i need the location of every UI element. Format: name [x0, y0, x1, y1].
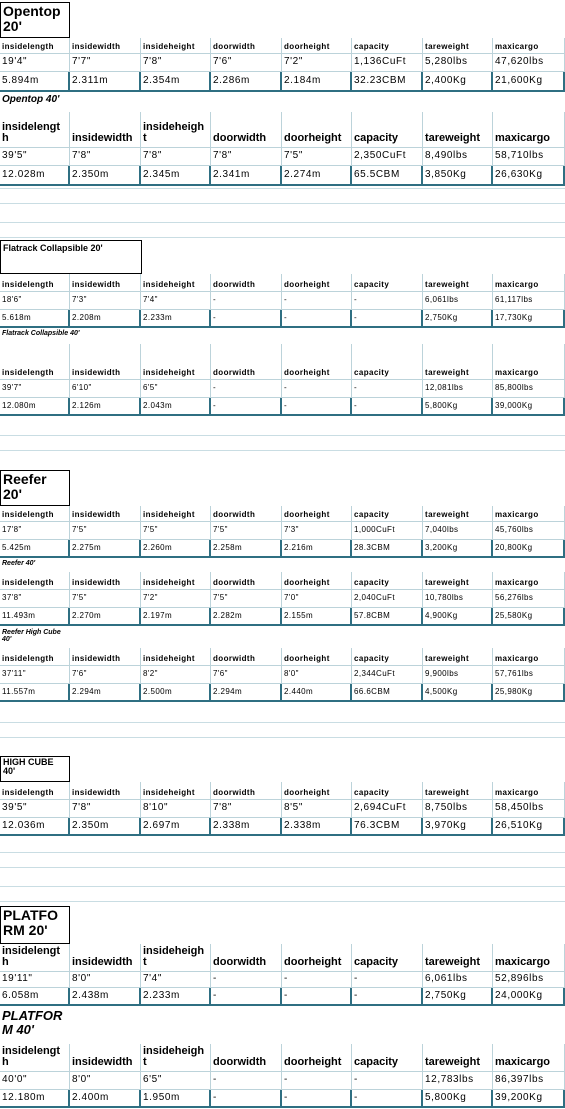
header-cell-inside-width: insidewidth: [70, 38, 141, 53]
header-cell-door-height: doorheight: [282, 112, 352, 147]
cell-door-height: 2.155m: [282, 608, 352, 624]
cell-tare-weight: 2,400Kg: [423, 72, 493, 90]
header-cell-inside-length: insidelength: [0, 572, 70, 589]
cell-capacity: 76.3CBM: [352, 818, 423, 834]
cell-tare-weight: 8,750lbs: [423, 800, 493, 817]
header-cell-maxi-cargo: maxicargo: [493, 112, 565, 147]
spacer-row: [0, 222, 565, 238]
cell-inside-length: 40'0": [0, 1072, 70, 1089]
header-cell-door-width: doorwidth: [211, 344, 282, 379]
cell-inside-height: 7'2": [141, 590, 211, 607]
cell-door-width: 2.338m: [211, 818, 282, 834]
platform-40-header-row: [0, 1044, 565, 1072]
cell-capacity: -: [352, 1090, 423, 1106]
header-cell-inside-length: insidelength: [0, 344, 70, 379]
cell-door-height: 8'0": [282, 666, 352, 683]
cell-door-width: 7'5": [211, 522, 282, 539]
cell-inside-height: 2.233m: [141, 310, 211, 326]
cell-inside-length: 19'11": [0, 972, 70, 987]
header-cell-maxi-cargo: maxicargo: [493, 648, 565, 665]
flatrack-title: Flatrack Collapsible 20': [0, 240, 142, 274]
header-cell-inside-height: insideheigh t: [141, 1044, 211, 1071]
reefer-title: Reefer 20': [0, 470, 70, 506]
cell-maxi-cargo: 39,200Kg: [493, 1090, 565, 1106]
opentop-20-metric-row: [0, 72, 565, 92]
cell-maxi-cargo: 25,580Kg: [493, 608, 565, 624]
highcube-metric-row: [0, 818, 565, 836]
cell-door-width: 7'5": [211, 590, 282, 607]
cell-inside-height: 6'5": [141, 1072, 211, 1089]
cell-inside-length: 37'8": [0, 590, 70, 607]
cell-inside-height: 7'4": [141, 972, 211, 987]
reefer-40-header-row: [0, 572, 565, 590]
cell-inside-width: 2.350m: [70, 166, 141, 184]
cell-tare-weight: 8,490lbs: [423, 148, 493, 165]
cell-inside-width: 8'0": [70, 972, 141, 987]
flatrack-40-header-row: [0, 344, 565, 380]
header-cell-capacity: capacity: [352, 782, 423, 799]
header-cell-maxi-cargo: maxicargo: [493, 572, 565, 589]
highcube-imperial-row: [0, 800, 565, 818]
platform-40-label: PLATFORM 40': [2, 1008, 63, 1037]
reefer-hc-header-row: [0, 648, 565, 666]
cell-door-height: -: [282, 1090, 352, 1106]
header-cell-capacity: capacity: [352, 1044, 423, 1071]
cell-capacity: 2,694CuFt: [352, 800, 423, 817]
header-cell-inside-length: insidelength: [0, 648, 70, 665]
cell-inside-height: 2.197m: [141, 608, 211, 624]
header-cell-inside-height: insideheight: [141, 648, 211, 665]
cell-capacity: -: [352, 972, 423, 987]
cell-maxi-cargo: 21,600Kg: [493, 72, 565, 90]
cell-tare-weight: 5,800Kg: [423, 1090, 493, 1106]
cell-maxi-cargo: 58,450lbs: [493, 800, 565, 817]
cell-inside-length: 12.036m: [0, 818, 70, 834]
reefer-hc-imperial-row: [0, 666, 565, 684]
header-cell-inside-length: insidelength: [0, 38, 70, 53]
cell-inside-length: 11.493m: [0, 608, 70, 624]
header-cell-inside-width: insidewidth: [70, 506, 141, 521]
spacer-row: [0, 435, 565, 451]
cell-maxi-cargo: 56,276lbs: [493, 590, 565, 607]
platform-40-imperial-row: [0, 1072, 565, 1090]
cell-door-height: 7'3": [282, 522, 352, 539]
cell-door-width: 7'6": [211, 54, 282, 71]
cell-door-width: -: [211, 310, 282, 326]
cell-inside-length: 37'11": [0, 666, 70, 683]
header-cell-inside-width: insidewidth: [70, 112, 141, 147]
cell-door-height: 7'0": [282, 590, 352, 607]
cell-tare-weight: 3,850Kg: [423, 166, 493, 184]
cell-maxi-cargo: 26,510Kg: [493, 818, 565, 834]
cell-door-width: -: [211, 972, 282, 987]
header-cell-maxi-cargo: maxicargo: [493, 506, 565, 521]
header-cell-door-width: doorwidth: [211, 782, 282, 799]
cell-maxi-cargo: 39,000Kg: [493, 398, 565, 414]
cell-inside-height: 8'10": [141, 800, 211, 817]
cell-inside-width: 6'10": [70, 380, 141, 397]
cell-capacity: 2,344CuFt: [352, 666, 423, 683]
cell-door-height: 7'2": [282, 54, 352, 71]
cell-inside-height: 7'4": [141, 292, 211, 309]
header-cell-tare-weight: tareweight: [423, 782, 493, 799]
reefer-40-imperial-row: [0, 590, 565, 608]
header-cell-capacity: capacity: [352, 344, 423, 379]
header-cell-door-width: doorwidth: [211, 38, 282, 53]
cell-maxi-cargo: 61,117lbs: [493, 292, 565, 309]
cell-tare-weight: 3,200Kg: [423, 540, 493, 556]
highcube-title: HIGH CUBE 40': [0, 756, 70, 782]
header-cell-maxi-cargo: maxicargo: [493, 344, 565, 379]
header-cell-door-height: doorheight: [282, 648, 352, 665]
cell-inside-length: 17'8": [0, 522, 70, 539]
flatrack-40-metric-row: [0, 398, 565, 416]
cell-maxi-cargo: 52,896lbs: [493, 972, 565, 987]
header-cell-inside-width: insidewidth: [70, 648, 141, 665]
opentop-40-label: Opentop 40': [2, 94, 60, 105]
cell-door-height: -: [282, 1072, 352, 1089]
header-cell-door-width: doorwidth: [211, 572, 282, 589]
cell-inside-width: 8'0": [70, 1072, 141, 1089]
cell-door-width: 2.258m: [211, 540, 282, 556]
cell-tare-weight: 6,061lbs: [423, 292, 493, 309]
platform-20-imperial-row: [0, 972, 565, 988]
cell-tare-weight: 5,280lbs: [423, 54, 493, 71]
spacer-row: [0, 722, 565, 738]
reefer-20-header-row: [0, 506, 565, 522]
spacer-row: [0, 188, 565, 204]
cell-door-width: -: [211, 380, 282, 397]
cell-capacity: 66.6CBM: [352, 684, 423, 700]
cell-maxi-cargo: 57,761lbs: [493, 666, 565, 683]
cell-tare-weight: 5,800Kg: [423, 398, 493, 414]
cell-capacity: -: [352, 292, 423, 309]
cell-door-width: 7'8": [211, 800, 282, 817]
cell-inside-width: 2.311m: [70, 72, 141, 90]
cell-capacity: 1,136CuFt: [352, 54, 423, 71]
header-cell-door-width: doorwidth: [211, 1044, 282, 1071]
header-cell-door-height: doorheight: [282, 506, 352, 521]
cell-capacity: -: [352, 1072, 423, 1089]
cell-inside-width: 2.400m: [70, 1090, 141, 1106]
reefer-40-metric-row: [0, 608, 565, 626]
cell-inside-height: 2.233m: [141, 988, 211, 1004]
header-cell-door-height: doorheight: [282, 572, 352, 589]
cell-tare-weight: 9,900lbs: [423, 666, 493, 683]
header-cell-door-height: doorheight: [282, 944, 352, 971]
cell-inside-width: 7'8": [70, 148, 141, 165]
cell-door-height: -: [282, 380, 352, 397]
cell-maxi-cargo: 47,620lbs: [493, 54, 565, 71]
header-cell-inside-height: insideheight: [141, 38, 211, 53]
cell-door-height: 2.440m: [282, 684, 352, 700]
header-cell-inside-length: insidelength: [0, 782, 70, 799]
cell-inside-length: 5.425m: [0, 540, 70, 556]
cell-door-width: 2.294m: [211, 684, 282, 700]
cell-inside-width: 2.294m: [70, 684, 141, 700]
cell-inside-width: 7'5": [70, 590, 141, 607]
header-cell-inside-height: insideheigh t: [141, 112, 211, 147]
flatrack-20-metric-row: [0, 310, 565, 328]
reefer-20-imperial-row: [0, 522, 565, 540]
cell-door-width: 2.282m: [211, 608, 282, 624]
cell-inside-width: 2.126m: [70, 398, 141, 414]
header-cell-capacity: capacity: [352, 274, 423, 291]
header-cell-door-width: doorwidth: [211, 112, 282, 147]
flatrack-20-header-row: [0, 274, 565, 292]
header-cell-capacity: capacity: [352, 944, 423, 971]
header-cell-door-height: doorheight: [282, 1044, 352, 1071]
cell-inside-length: 5.618m: [0, 310, 70, 326]
cell-tare-weight: 10,780lbs: [423, 590, 493, 607]
cell-inside-width: 7'5": [70, 522, 141, 539]
header-cell-door-height: doorheight: [282, 38, 352, 53]
cell-inside-height: 2.043m: [141, 398, 211, 414]
cell-capacity: 32.23CBM: [352, 72, 423, 90]
highcube-header-row: [0, 782, 565, 800]
cell-inside-height: 7'8": [141, 148, 211, 165]
cell-tare-weight: 12,783lbs: [423, 1072, 493, 1089]
header-cell-inside-length: insidelengt h: [0, 112, 70, 147]
cell-door-width: -: [211, 292, 282, 309]
header-cell-inside-width: insidewidth: [70, 944, 141, 971]
spacer-row: [0, 886, 565, 902]
header-cell-tare-weight: tareweight: [423, 344, 493, 379]
cell-inside-length: 11.557m: [0, 684, 70, 700]
header-cell-tare-weight: tareweight: [423, 648, 493, 665]
header-cell-inside-height: insideheight: [141, 782, 211, 799]
header-cell-door-height: doorheight: [282, 344, 352, 379]
reefer-40-label: Reefer 40': [2, 560, 36, 567]
cell-capacity: 1,000CuFt: [352, 522, 423, 539]
cell-capacity: 65.5CBM: [352, 166, 423, 184]
platform-20-metric-row: [0, 988, 565, 1006]
cell-door-height: 2.216m: [282, 540, 352, 556]
flatrack-40-label: Flatrack Collapsible 40': [2, 330, 80, 337]
header-cell-capacity: capacity: [352, 112, 423, 147]
flatrack-40-imperial-row: [0, 380, 565, 398]
header-cell-inside-height: insideheight: [141, 274, 211, 291]
header-cell-inside-width: insidewidth: [70, 782, 141, 799]
header-cell-maxi-cargo: maxicargo: [493, 782, 565, 799]
cell-capacity: -: [352, 310, 423, 326]
header-cell-inside-width: insidewidth: [70, 344, 141, 379]
flatrack-20-imperial-row: [0, 292, 565, 310]
cell-tare-weight: 2,750Kg: [423, 310, 493, 326]
cell-inside-width: 2.350m: [70, 818, 141, 834]
cell-inside-length: 12.080m: [0, 398, 70, 414]
cell-maxi-cargo: 26,630Kg: [493, 166, 565, 184]
cell-maxi-cargo: 58,710lbs: [493, 148, 565, 165]
cell-door-width: 7'8": [211, 148, 282, 165]
cell-tare-weight: 6,061lbs: [423, 972, 493, 987]
cell-door-height: 2.184m: [282, 72, 352, 90]
platform-title: PLATFORM 20': [0, 906, 70, 944]
cell-capacity: 57.8CBM: [352, 608, 423, 624]
cell-inside-height: 7'8": [141, 54, 211, 71]
reefer-hc-metric-row: [0, 684, 565, 702]
cell-inside-width: 7'7": [70, 54, 141, 71]
cell-capacity: 2,040CuFt: [352, 590, 423, 607]
header-cell-maxi-cargo: maxicargo: [493, 944, 565, 971]
cell-door-height: 2.338m: [282, 818, 352, 834]
header-cell-inside-length: insidelengt h: [0, 1044, 70, 1071]
cell-door-height: -: [282, 310, 352, 326]
cell-capacity: -: [352, 988, 423, 1004]
header-cell-inside-length: insidelength: [0, 274, 70, 291]
cell-capacity: 2,350CuFt: [352, 148, 423, 165]
cell-inside-width: 2.208m: [70, 310, 141, 326]
cell-tare-weight: 7,040lbs: [423, 522, 493, 539]
cell-inside-width: 7'6": [70, 666, 141, 683]
cell-maxi-cargo: 17,730Kg: [493, 310, 565, 326]
cell-door-width: -: [211, 988, 282, 1004]
header-cell-maxi-cargo: maxicargo: [493, 274, 565, 291]
opentop-40-metric-row: [0, 166, 565, 186]
header-cell-tare-weight: tareweight: [423, 1044, 493, 1071]
cell-maxi-cargo: 45,760lbs: [493, 522, 565, 539]
cell-door-width: -: [211, 1090, 282, 1106]
reefer-hc-label: Reefer High Cube 40': [2, 629, 61, 644]
cell-inside-height: 2.500m: [141, 684, 211, 700]
cell-inside-height: 8'2": [141, 666, 211, 683]
cell-door-height: -: [282, 988, 352, 1004]
cell-inside-height: 2.260m: [141, 540, 211, 556]
cell-inside-height: 1.950m: [141, 1090, 211, 1106]
cell-maxi-cargo: 24,000Kg: [493, 988, 565, 1004]
header-cell-capacity: capacity: [352, 572, 423, 589]
opentop-20-imperial-row: [0, 54, 565, 72]
header-cell-capacity: capacity: [352, 38, 423, 53]
cell-inside-length: 6.058m: [0, 988, 70, 1004]
header-cell-inside-height: insideheigh t: [141, 944, 211, 971]
cell-capacity: -: [352, 398, 423, 414]
cell-inside-length: 39'5": [0, 800, 70, 817]
cell-door-height: -: [282, 398, 352, 414]
cell-capacity: -: [352, 380, 423, 397]
cell-inside-length: 39'5": [0, 148, 70, 165]
cell-inside-length: 5.894m: [0, 72, 70, 90]
cell-inside-height: 2.354m: [141, 72, 211, 90]
cell-door-width: 2.341m: [211, 166, 282, 184]
header-cell-inside-height: insideheight: [141, 506, 211, 521]
spacer-row: [0, 852, 565, 868]
cell-inside-height: 2.345m: [141, 166, 211, 184]
header-cell-maxi-cargo: maxicargo: [493, 38, 565, 53]
cell-maxi-cargo: 85,800lbs: [493, 380, 565, 397]
cell-tare-weight: 4,900Kg: [423, 608, 493, 624]
header-cell-tare-weight: tareweight: [423, 274, 493, 291]
cell-door-width: 7'6": [211, 666, 282, 683]
platform-40-metric-row: [0, 1090, 565, 1108]
cell-tare-weight: 12,081lbs: [423, 380, 493, 397]
cell-inside-length: 12.180m: [0, 1090, 70, 1106]
header-cell-capacity: capacity: [352, 648, 423, 665]
header-cell-inside-length: insidelength: [0, 506, 70, 521]
header-cell-tare-weight: tareweight: [423, 944, 493, 971]
header-cell-door-height: doorheight: [282, 274, 352, 291]
header-cell-inside-height: insideheight: [141, 572, 211, 589]
cell-inside-length: 18'6": [0, 292, 70, 309]
cell-door-width: 2.286m: [211, 72, 282, 90]
header-cell-door-width: doorwidth: [211, 648, 282, 665]
header-cell-tare-weight: tareweight: [423, 572, 493, 589]
cell-inside-width: 7'8": [70, 800, 141, 817]
cell-tare-weight: 3,970Kg: [423, 818, 493, 834]
cell-inside-width: 2.270m: [70, 608, 141, 624]
header-cell-door-height: doorheight: [282, 782, 352, 799]
cell-inside-length: 12.028m: [0, 166, 70, 184]
cell-inside-width: 2.275m: [70, 540, 141, 556]
opentop-40-header-row: [0, 112, 565, 148]
header-cell-door-width: doorwidth: [211, 506, 282, 521]
cell-door-height: -: [282, 972, 352, 987]
header-cell-inside-length: insidelengt h: [0, 944, 70, 971]
cell-door-width: -: [211, 398, 282, 414]
header-cell-capacity: capacity: [352, 506, 423, 521]
header-cell-door-width: doorwidth: [211, 944, 282, 971]
header-cell-inside-width: insidewidth: [70, 1044, 141, 1071]
header-cell-tare-weight: tareweight: [423, 506, 493, 521]
header-cell-door-width: doorwidth: [211, 274, 282, 291]
cell-tare-weight: 2,750Kg: [423, 988, 493, 1004]
cell-door-height: 8'5": [282, 800, 352, 817]
cell-inside-height: 2.697m: [141, 818, 211, 834]
platform-20-header-row: [0, 944, 565, 972]
reefer-20-metric-row: [0, 540, 565, 558]
header-cell-inside-width: insidewidth: [70, 274, 141, 291]
cell-inside-height: 7'5": [141, 522, 211, 539]
cell-inside-length: 39'7": [0, 380, 70, 397]
opentop-40-imperial-row: [0, 148, 565, 166]
cell-capacity: 28.3CBM: [352, 540, 423, 556]
cell-inside-width: 7'3": [70, 292, 141, 309]
header-cell-tare-weight: tareweight: [423, 112, 493, 147]
cell-maxi-cargo: 86,397lbs: [493, 1072, 565, 1089]
cell-door-height: 7'5": [282, 148, 352, 165]
opentop-20-header-row: [0, 38, 565, 54]
header-cell-inside-width: insidewidth: [70, 572, 141, 589]
cell-tare-weight: 4,500Kg: [423, 684, 493, 700]
cell-door-height: -: [282, 292, 352, 309]
header-cell-inside-height: insideheight: [141, 344, 211, 379]
opentop-title: Opentop 20': [0, 2, 70, 38]
cell-door-height: 2.274m: [282, 166, 352, 184]
cell-inside-width: 2.438m: [70, 988, 141, 1004]
header-cell-tare-weight: tareweight: [423, 38, 493, 53]
cell-inside-height: 6'5": [141, 380, 211, 397]
cell-maxi-cargo: 20,800Kg: [493, 540, 565, 556]
cell-door-width: -: [211, 1072, 282, 1089]
cell-inside-length: 19'4": [0, 54, 70, 71]
header-cell-maxi-cargo: maxicargo: [493, 1044, 565, 1071]
cell-maxi-cargo: 25,980Kg: [493, 684, 565, 700]
